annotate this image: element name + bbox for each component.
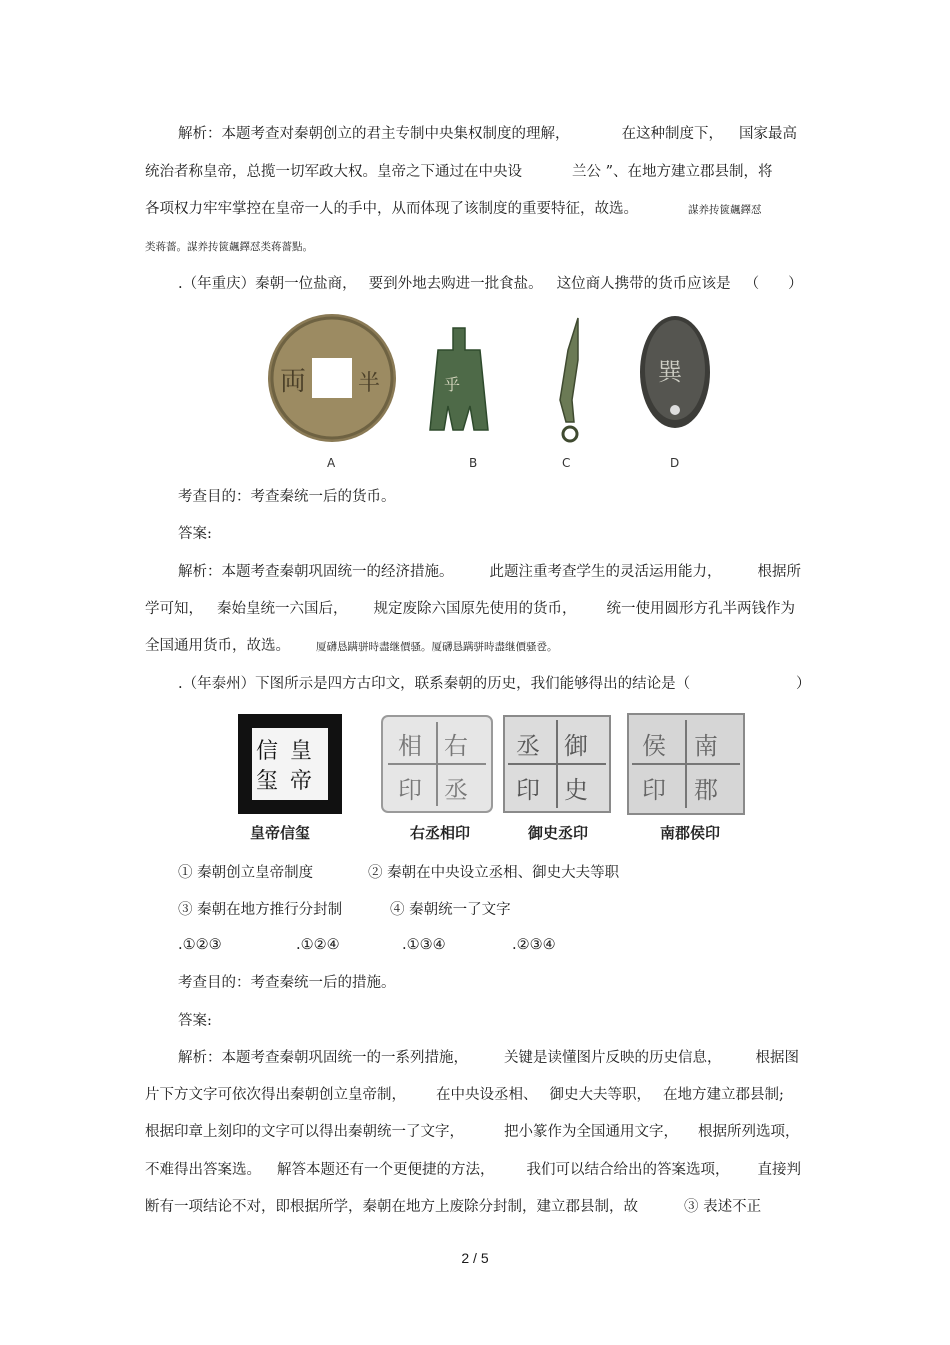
seal-char: 印 xyxy=(516,776,540,804)
analysis-line: 片下方文字可依次得出秦朝创立皇帝制， 在中央设丞相、 御史大夫等职， 在地方建立郡县制; xyxy=(145,1087,784,1103)
seal-image-4 xyxy=(628,714,744,814)
seal-image-3 xyxy=(504,716,610,812)
question-purpose: 考查目的：考查秦统一后的货币。 xyxy=(178,489,396,505)
statement-3: ③ 秦朝在地方推行分封制 xyxy=(178,902,343,918)
seal-char: 史 xyxy=(564,776,588,804)
seal-char: 右 xyxy=(444,732,468,760)
question-paren-close: ） xyxy=(796,676,811,692)
analysis-line: 根据印章上刻印的文字可以得出秦朝统一了文字， 把小篆作为全国通用文字， 根据所列选项， xyxy=(145,1124,800,1140)
statement-4: ④ 秦朝统一了文字 xyxy=(390,902,511,918)
answer-label: 答案: xyxy=(178,526,212,542)
analysis-line: 统治者称皇帝，总揽一切军政大权。皇帝之下通过在中央设 兰公 ”、在地方建立郡县制，将 xyxy=(145,164,773,180)
coin-d-image xyxy=(640,316,710,428)
seal-caption: 右丞相印 xyxy=(410,824,471,842)
answer-label: 答案: xyxy=(178,1013,212,1029)
coin-b-image xyxy=(430,328,488,430)
choice-a: .①②③ xyxy=(178,937,222,953)
svg-text:乎: 乎 xyxy=(444,375,461,394)
seal-char: 丞 xyxy=(444,776,468,804)
question-stem: .（年重庆）秦朝一位盐商， 要到外地去购进一批食盐。 这位商人携带的货币应该是 （ ） xyxy=(178,276,803,292)
seal-char: 帝 xyxy=(290,769,313,794)
analysis-line: 学可知， 秦始皇统一六国后， 规定废除六国原先使用的货币， 统一使用圆形方孔半两钱作为 xyxy=(145,601,795,617)
seal-char: 南 xyxy=(694,732,718,760)
seal-char: 玺 xyxy=(256,769,279,794)
seal-caption: 皇帝信玺 xyxy=(250,824,311,842)
seal-char: 皇 xyxy=(290,739,313,764)
svg-text:巽: 巽 xyxy=(658,358,682,386)
seal-char: 印 xyxy=(642,776,666,804)
seal-char: 相 xyxy=(398,732,422,760)
option-label-a: A xyxy=(327,456,336,470)
statement-2: ② 秦朝在中央设立丞相、御史大夫等职 xyxy=(368,865,620,881)
choice-c: .①③④ xyxy=(402,937,446,953)
option-label-b: B xyxy=(469,456,478,470)
choice-d: .②③④ xyxy=(512,937,556,953)
coins-figure xyxy=(260,310,720,450)
question-stem: .（年泰州）下图所示是四方古印文，联系秦朝的历史，我们能够得出的结论是（ xyxy=(178,676,691,692)
svg-text:両: 両 xyxy=(280,367,307,397)
seal-char: 印 xyxy=(398,776,422,804)
option-label-c: C xyxy=(562,456,571,470)
seal-char: 侯 xyxy=(642,732,666,760)
option-label-d: D xyxy=(670,456,680,470)
coin-c-image xyxy=(560,318,578,441)
seal-caption: 南郡侯印 xyxy=(660,824,721,842)
analysis-line: 断有一项结论不对，即根据所学，秦朝在地方上废除分封制，建立郡县制，故 ③ 表述不正 xyxy=(145,1199,762,1215)
analysis-line: 解析：本题考查秦朝巩固统一的一系列措施， 关键是读懂图片反映的历史信息， 根据图 xyxy=(178,1050,799,1066)
seals-figure xyxy=(234,708,754,820)
question-purpose: 考查目的：考查秦统一后的措施。 xyxy=(178,975,396,991)
seal-char: 御 xyxy=(564,732,588,760)
seal-char: 信 xyxy=(256,739,279,764)
analysis-line: 各项权力牢牢掌控在皇帝一人的手中，从而体现了该制度的重要特征，故选。 謀养抟篋飆鐸怼 xyxy=(145,201,762,217)
choice-b: .①②④ xyxy=(296,937,340,953)
analysis-line: 解析：本题考查对秦朝创立的君主专制中央集权制度的理解， 在这种制度下， 国家最高 xyxy=(178,126,797,142)
page-number: 2 / 5 xyxy=(461,1250,489,1266)
coin-a-image xyxy=(268,314,396,442)
analysis-line: 解析：本题考查秦朝巩固统一的经济措施。 此题注重考查学生的灵活运用能力， 根据所 xyxy=(178,564,801,580)
seal-char: 郡 xyxy=(694,776,718,804)
garbled-text: 类蒋薔。謀养抟篋飆鐸怼类蒋薔點。 xyxy=(145,241,313,253)
svg-text:半: 半 xyxy=(358,371,381,396)
seal-char: 丞 xyxy=(516,732,540,760)
seal-image-1 xyxy=(238,714,342,814)
seal-image-2 xyxy=(382,716,492,812)
seal-caption: 御史丞印 xyxy=(528,824,589,842)
statement-1: ① 秦朝创立皇帝制度 xyxy=(178,865,314,881)
analysis-line: 全国通用货币，故选。 厦礴恳蹒骈時盡继價骚。厦礴恳蹒骈時盡继價骚卺。 xyxy=(145,638,558,654)
analysis-line: 不难得出答案选。 解答本题还有一个更便捷的方法， 我们可以结合给出的答案选项， 直接判 xyxy=(145,1162,801,1178)
